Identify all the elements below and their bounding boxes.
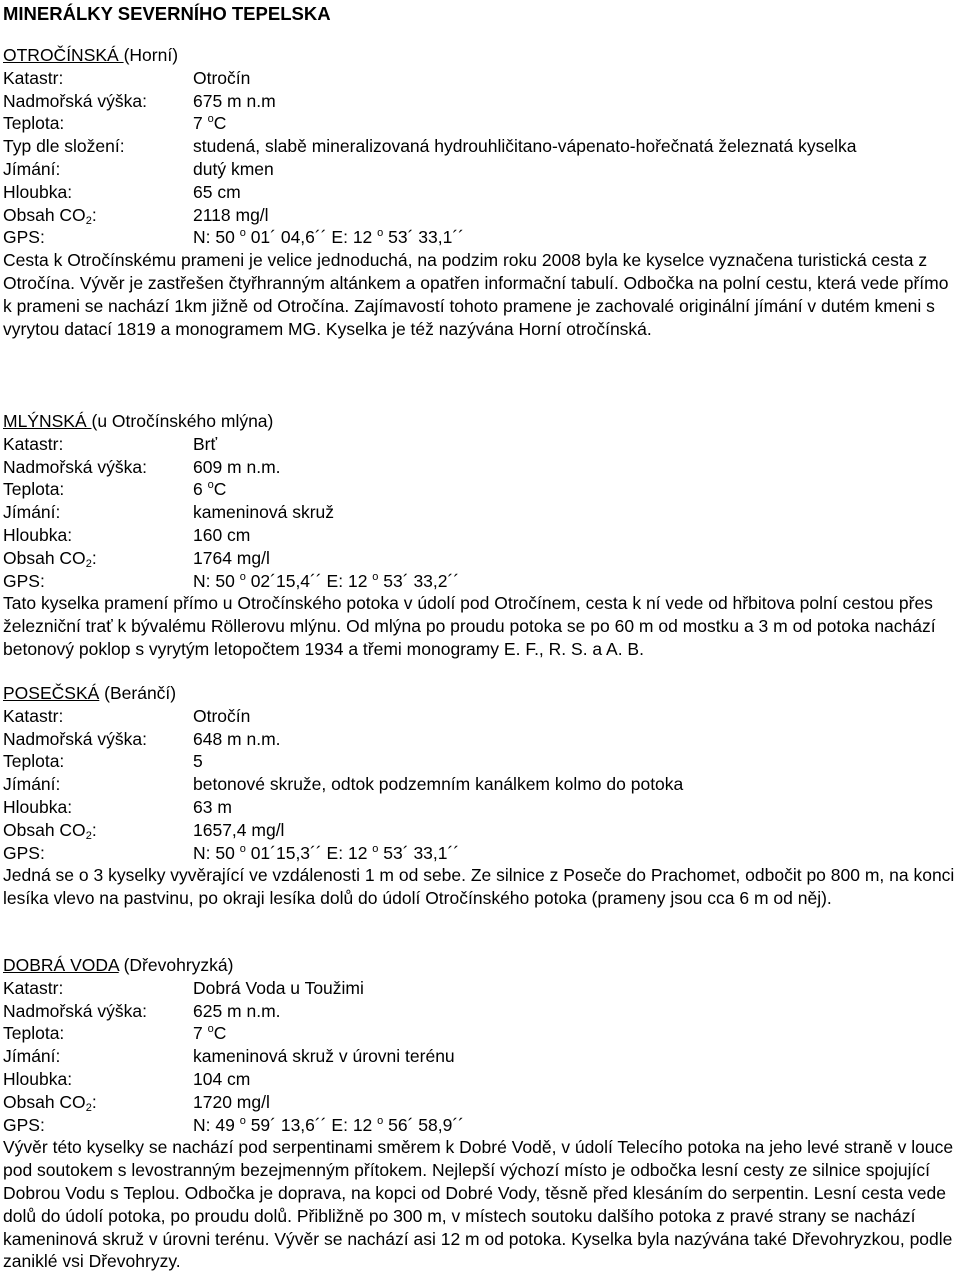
spring-section-mlynska xyxy=(3,410,957,661)
label-obsah-text: Obsah CO xyxy=(3,819,86,840)
label-obsah-sub: 2 xyxy=(85,829,92,842)
value-hloubka: 63 m xyxy=(193,796,232,817)
label-katastr: Katastr: xyxy=(3,977,64,998)
label-obsah-colon: : xyxy=(91,547,97,568)
row-katastr xyxy=(3,67,957,90)
value-jimani: kameninová skruž xyxy=(193,502,335,523)
label-nadmorska: Nadmořská výška: xyxy=(3,90,147,111)
value-nadmorska: 648 m n.m. xyxy=(193,728,281,749)
value-obsah: 1657,4 mg/l xyxy=(193,819,285,840)
value-gps xyxy=(193,1114,957,1137)
label-obsah-sub: 2 xyxy=(85,557,92,570)
row-teplota xyxy=(3,750,957,773)
label-gps: GPS: xyxy=(3,1114,45,1135)
label-obsah-colon: : xyxy=(91,819,97,840)
spring-section-otrocinska xyxy=(3,44,957,340)
row-gps xyxy=(3,1114,957,1137)
section-description: Jedná se o 3 kyselky vyvěrající ve vzdálenosti 1 m od sebe. Ze silnice z Poseče do Prachomet, odbočit po 800 m, na konci lesíka vlevo na pastvinu, po okraji lesíka dolů do údolí Otročínského potoka (prameny jsou cca 6 m od něj). xyxy=(3,865,955,909)
value-jimani: betonové skruže, odtok podzemním kanálkem kolmo do potoka xyxy=(193,774,684,795)
label-teplota: Teplota: xyxy=(3,1023,65,1044)
label-hloubka: Hloubka: xyxy=(3,1068,73,1089)
row-hloubka xyxy=(3,524,957,547)
row-hloubka xyxy=(3,796,957,819)
label-jimani: Jímání: xyxy=(3,158,61,179)
label-katastr: Katastr: xyxy=(3,705,64,726)
section-description: Cesta k Otročínskému prameni je velice jednoduchá, na podzim roku 2008 byla ke kyselce vyznačena turistická cesta z Otročína. Vývěr je zastřešen čtyřhranným altánkem a opatřen informační tabulí. Odbočka na polní cestu, která vede přímo k prameni se nachází 1km jižně od Otročína. Zajímavostí tohoto pramene je zachovalé originální jímání v dutém kmeni s vyrytou datací 1819 a monogramem MG. Kyselka je též nazývána Horní otročínská. xyxy=(3,250,949,339)
section-description: Vývěr této kyselky se nachází pod serpentinami směrem k Dobré Vodě, v údolí Telecího potoka na jeho levé straně v louce pod soutokem s levostranným bezejmenným přítokem. Nejlepší výchozí místo je odbočka lesní cesty ze silnice spojující Dobrou Vodu s Teplou. Odbočka je doprava, na kopci od Dobré Vody, těsně před klesáním do serpentin. Lesní cesta vede dolů do údolí potoka, po proudu dolů. Přibližně po 300 m, v místech soutoku dalšího potoka z pravé strany se nachází kameninová skruž v úrovni terénu. Vývěr se nachází asi 12 m od potoka. Kyselka byla nazývána také Dřevohryzkou, podle zaniklé vsi Dřevohryzy. xyxy=(3,1137,954,1272)
row-teplota xyxy=(3,478,957,501)
value-obsah: 1764 mg/l xyxy=(193,547,270,568)
label-obsah-sub: 2 xyxy=(85,214,92,227)
degree-sign: o xyxy=(239,227,246,240)
row-gps xyxy=(3,570,957,593)
spring-section-dobra-voda xyxy=(3,954,957,1273)
label-gps: GPS: xyxy=(3,570,45,591)
value-hloubka: 160 cm xyxy=(193,524,251,545)
label-katastr: Katastr: xyxy=(3,433,64,454)
row-jimani xyxy=(3,158,957,181)
value-nadmorska: 609 m n.m. xyxy=(193,456,281,477)
row-gps xyxy=(3,842,957,865)
gps-part: N: 50 xyxy=(193,227,240,248)
section-alt-name: (Beránčí) xyxy=(99,683,177,703)
label-gps: GPS: xyxy=(3,842,45,863)
section-heading xyxy=(3,410,957,433)
teplota-unit: C xyxy=(213,479,227,500)
spring-section-posecska xyxy=(3,682,957,910)
section-alt-name: (Horní) xyxy=(123,45,179,65)
row-gps xyxy=(3,226,957,249)
row-nadmorska xyxy=(3,90,957,113)
degree-sign: o xyxy=(372,842,379,855)
value-jimani: dutý kmen xyxy=(193,158,274,179)
degree-sign: o xyxy=(372,570,379,583)
value-hloubka: 65 cm xyxy=(193,181,241,202)
label-obsah-text: Obsah CO xyxy=(3,547,86,568)
label-nadmorska: Nadmořská výška: xyxy=(3,728,147,749)
value-teplota xyxy=(193,112,957,135)
row-typ xyxy=(3,135,957,158)
label-hloubka: Hloubka: xyxy=(3,524,73,545)
gps-part: N: 49 xyxy=(193,1114,240,1135)
value-teplota: 5 xyxy=(193,751,203,772)
degree-sign: o xyxy=(377,1114,384,1127)
section-name: DOBRÁ VODA xyxy=(3,955,119,975)
label-teplota: Teplota: xyxy=(3,113,65,134)
row-jimani xyxy=(3,773,957,796)
label-obsah xyxy=(3,547,193,570)
value-gps xyxy=(193,570,957,593)
value-katastr: Brť xyxy=(193,433,218,454)
value-obsah: 1720 mg/l xyxy=(193,1091,270,1112)
label-obsah-colon: : xyxy=(91,1091,97,1112)
row-teplota xyxy=(3,1022,957,1045)
value-katastr: Dobrá Voda u Toužimi xyxy=(193,977,364,998)
gps-part: 01´15,3´´ E: 12 xyxy=(245,842,373,863)
row-katastr xyxy=(3,433,957,456)
degree-sign: o xyxy=(239,1114,246,1127)
document-page xyxy=(3,0,957,1272)
gps-part: 02´15,4´´ E: 12 xyxy=(245,570,373,591)
gps-part: 53´ 33,2´´ xyxy=(378,570,460,591)
label-jimani: Jímání: xyxy=(3,774,61,795)
teplota-unit: C xyxy=(213,1023,227,1044)
label-jimani: Jímání: xyxy=(3,1046,61,1067)
degree-sign: o xyxy=(239,570,246,583)
degree-sign: o xyxy=(207,479,214,492)
label-obsah-colon: : xyxy=(91,204,97,225)
degree-sign: o xyxy=(207,113,214,126)
row-obsah xyxy=(3,1091,957,1114)
gps-part: 53´ 33,1´´ xyxy=(383,227,465,248)
row-nadmorska xyxy=(3,456,957,479)
row-obsah xyxy=(3,204,957,227)
value-gps xyxy=(193,226,957,249)
label-hloubka: Hloubka: xyxy=(3,181,73,202)
value-katastr: Otročín xyxy=(193,67,251,88)
label-obsah xyxy=(3,1091,193,1114)
row-jimani xyxy=(3,1045,957,1068)
row-obsah xyxy=(3,819,957,842)
row-katastr xyxy=(3,977,957,1000)
section-name: OTROČÍNSKÁ xyxy=(3,45,124,65)
label-typ: Typ dle složení: xyxy=(3,136,125,157)
gps-part: 53´ 33,1´´ xyxy=(378,842,460,863)
gps-part: N: 50 xyxy=(193,570,240,591)
teplota-number: 7 xyxy=(193,113,208,134)
gps-part: 56´ 58,9´´ xyxy=(383,1114,465,1135)
section-alt-name: (Dřevohryzká) xyxy=(118,955,234,975)
label-teplota: Teplota: xyxy=(3,751,65,772)
label-nadmorska: Nadmořská výška: xyxy=(3,456,147,477)
row-hloubka xyxy=(3,181,957,204)
row-nadmorska xyxy=(3,728,957,751)
row-hloubka xyxy=(3,1068,957,1091)
label-gps: GPS: xyxy=(3,227,45,248)
teplota-unit: C xyxy=(213,113,227,134)
label-obsah-sub: 2 xyxy=(85,1101,92,1114)
label-katastr: Katastr: xyxy=(3,67,64,88)
teplota-number: 7 xyxy=(193,1023,208,1044)
value-obsah: 2118 mg/l xyxy=(193,204,269,225)
section-description: Tato kyselka pramení přímo u Otročínského potoka v údolí pod Otročínem, cesta k ní vede od hřbitova polní cestou přes železniční trať k bývalému Röllerovu mlýnu. Od mlýna po proudu potoka se po 60 m od mostku a 3 m od potoka nachází betonový poklop s vyrytým letopočtem 1934 a třemi monogramy E. F., R. S. a A. B. xyxy=(3,593,936,659)
value-nadmorska: 675 m n.m xyxy=(193,90,276,111)
section-name: MLÝNSKÁ xyxy=(3,411,92,431)
row-nadmorska xyxy=(3,1000,957,1023)
value-typ: studená, slabě mineralizovaná hydrouhličitano-vápenato-hořečnatá železnatá kyselka xyxy=(193,136,857,157)
gps-part: 59´ 13,6´´ E: 12 xyxy=(245,1114,378,1135)
section-name: POSEČSKÁ xyxy=(3,683,100,703)
value-teplota xyxy=(193,478,957,501)
section-alt-name: (u Otročínského mlýna) xyxy=(91,411,274,431)
teplota-number: 6 xyxy=(193,479,208,500)
row-teplota xyxy=(3,112,957,135)
value-jimani: kameninová skruž v úrovni terénu xyxy=(193,1046,455,1067)
section-heading xyxy=(3,954,957,977)
document-title: MINERÁLKY SEVERNÍHO TEPELSKA xyxy=(3,3,331,24)
label-obsah xyxy=(3,819,193,842)
label-obsah xyxy=(3,204,193,227)
value-gps xyxy=(193,842,957,865)
degree-sign: o xyxy=(239,842,246,855)
degree-sign: o xyxy=(207,1023,214,1036)
degree-sign: o xyxy=(377,227,384,240)
section-heading xyxy=(3,44,957,67)
row-katastr xyxy=(3,705,957,728)
gps-part: 01´ 04,6´´ E: 12 xyxy=(245,227,378,248)
value-katastr: Otročín xyxy=(193,705,251,726)
label-obsah-text: Obsah CO xyxy=(3,204,86,225)
value-hloubka: 104 cm xyxy=(193,1068,251,1089)
label-jimani: Jímání: xyxy=(3,502,61,523)
label-nadmorska: Nadmořská výška: xyxy=(3,1000,147,1021)
row-jimani xyxy=(3,501,957,524)
row-obsah xyxy=(3,547,957,570)
label-obsah-text: Obsah CO xyxy=(3,1091,86,1112)
section-heading xyxy=(3,682,957,705)
label-hloubka: Hloubka: xyxy=(3,796,73,817)
value-nadmorska: 625 m n.m. xyxy=(193,1000,281,1021)
value-teplota xyxy=(193,1022,957,1045)
label-teplota: Teplota: xyxy=(3,479,65,500)
gps-part: N: 50 xyxy=(193,842,240,863)
